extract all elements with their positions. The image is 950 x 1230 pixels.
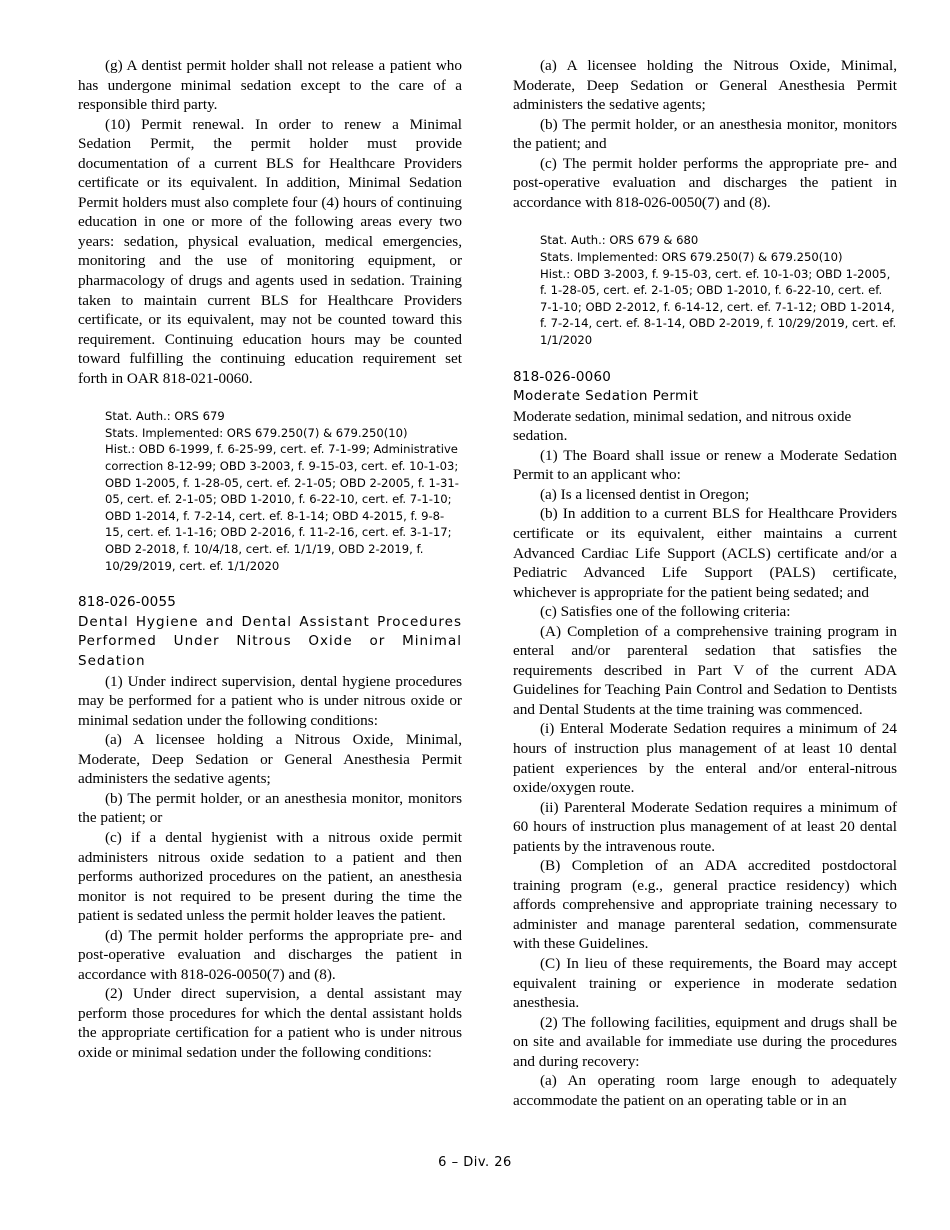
paragraph-b-monitor: (b) The permit holder, or an anesthesia monitor, monitors the patient; and: [513, 115, 897, 153]
stat-auth: Stat. Auth.: ORS 679 & 680: [540, 233, 699, 248]
right-column: [513, 56, 897, 1110]
paragraph-d-evaluation: (d) The permit holder performs the appropriate pre- and post-operative evaluation and discharges the patient in accordance with 818-026-0050(7) and (8).: [78, 926, 462, 983]
paragraph-c-hygienist: (c) if a dental hygienist with a nitrous oxide permit administers nitrous oxide sedation to a patient and then performs authorized procedures on the patient, an anesthesia monitor is not required to be present during the time the patient is sedated unless the permit holder leaves the patient.: [78, 828, 462, 925]
stats-implemented: Stats. Implemented: ORS 679.250(7) & 679.250(10): [540, 249, 843, 264]
history-text: Hist.: OBD 3-2003, f. 9-15-03, cert. ef. 10-1-03; OBD 1-2005, f. 1-28-05, cert. ef. 2-1-05; OBD 1-2010, f. 6-22-10, cert. ef. 7-1-10; OBD 2-2012, f. 6-14-12, cert. ef. 7-1-12; OBD 1-2014, f. 7-2-14, cert. ef. 8-1-14, OBD 2-2019, f. 10/29/2019, cert. ef. 1/1/2020: [540, 266, 897, 347]
paragraph-b-certificates: (b) In addition to a current BLS for Healthcare Providers certificate or its equivalent, either maintains a current Advanced Cardiac Life Support (ACLS) certificate and/or a Pediatric Advanced Life Support (PALS) certificate, whichever is appropriate for the patient being sedated; and: [513, 505, 897, 601]
paragraph-2-facilities: (2) The following facilities, equipment and drugs shall be on site and available for immediate use during the procedures and during recovery:: [513, 1013, 897, 1070]
rule-subtitle: Moderate sedation, minimal sedation, and nitrous oxide sedation.: [513, 407, 852, 445]
paragraph-a-licensee: (a) A licensee holding a Nitrous Oxide, Minimal, Moderate, Deep Sedation or General Anesthesia Permit administers the sedative agents;: [78, 731, 462, 788]
paragraph-b-monitor: (b) The permit holder, or an anesthesia monitor, monitors the patient; or: [78, 789, 462, 827]
rule-title: Dental Hygiene and Dental Assistant Procedures Performed Under Nitrous Oxide or Minimal Sedation: [78, 613, 462, 670]
paragraph-A-training-program: (A) Completion of a comprehensive training program in enteral and/or parenteral sedation that satisfies the requirements described in Part V of the current ADA Guidelines for Teaching Pain Control and Sedation to Dentists and Dental Students at the time training was commenced.: [513, 622, 897, 718]
page-footer: 6 – Div. 26: [438, 1155, 512, 1170]
paragraph-g-release: (g) A dentist permit holder shall not release a patient who has undergone minimal sedation except to the care of a responsible third party.: [78, 57, 462, 114]
paragraph-1-board-issue: (1) The Board shall issue or renew a Moderate Sedation Permit to an applicant who:: [513, 446, 897, 484]
paragraph-a-licensed: (a) Is a licensed dentist in Oregon;: [540, 485, 750, 503]
left-column: [78, 56, 462, 1063]
paragraph-1-indirect-supervision: (1) Under indirect supervision, dental hygiene procedures may be performed for a patient who is under nitrous oxide or minimal sedation under the following conditions:: [78, 672, 462, 729]
history-note: [513, 232, 897, 348]
rule-title: Moderate Sedation Permit: [513, 388, 699, 405]
stats-implemented: Stats. Implemented: ORS 679.250(7) & 679.250(10): [105, 425, 408, 440]
paragraph-B-ada-program: (B) Completion of an ADA accredited postdoctoral training program (e.g., general practice residency) which affords comprehensive and appropriate training necessary to administer and manage parenteral sedation, commensurate with these Guidelines.: [513, 857, 897, 953]
paragraph-c-criteria: (c) Satisfies one of the following criteria:: [540, 603, 791, 621]
paragraph-C-equivalent: (C) In lieu of these requirements, the Board may accept equivalent training or experience in moderate sedation anesthesia.: [513, 955, 897, 1012]
rule-number: 818-026-0055: [78, 594, 177, 611]
paragraph-a-licensee: (a) A licensee holding the Nitrous Oxide, Minimal, Moderate, Deep Sedation or General Anesthesia Permit administers the sedative agents;: [513, 57, 897, 114]
paragraph-a-operating-room: (a) An operating room large enough to adequately accommodate the patient on an operating table or in an: [513, 1072, 897, 1109]
history-note: [78, 408, 462, 574]
paragraph-10-permit-renewal: (10) Permit renewal. In order to renew a Minimal Sedation Permit, the permit holder must provide documentation of a current BLS for Healthcare Providers certificate or its equivalent. In addition, Minimal Sedation Permit holders must also complete four (4) hours of continuing education in one or more of the following areas every two years: sedation, physical evaluation, medical emergencies, monitoring and the use of monitoring equipment, or pharmacology of drugs and agents used in sedation. Training taken to maintain current BLS for Healthcare Providers certificate, or its equivalent, may not be counted toward this requirement. Continuing education hours may be counted toward fulfilling the continuing education requirement set forth in OAR 818-021-0060.: [78, 115, 462, 387]
paragraph-2-direct-supervision: (2) Under direct supervision, a dental assistant may perform those procedures for which the dental assistant holds the appropriate certification for a patient who is under nitrous oxide or minimal sedation under the following conditions:: [78, 985, 462, 1061]
history-text: Hist.: OBD 6-1999, f. 6-25-99, cert. ef. 7-1-99; Administrative correction 8-12-99; OBD 3-2003, f. 9-15-03, cert. ef. 10-1-03; OBD 1-2005, f. 1-28-05, cert. ef. 2-1-05; OBD 2-2005, f. 1-31-05, cert. ef. 2-1-05; OBD 1-2010, f. 6-22-10, cert. ef. 7-1-10; OBD 1-2014, f. 7-2-14, cert. ef. 8-1-14; OBD 4-2015, f. 9-8-15, cert. ef. 1-1-16; OBD 2-2016, f. 11-2-16, cert. ef. 3-1-17; OBD 2-2018, f. 10/4/18, cert. ef. 1/1/19, OBD 2-2019, f. 10/29/2019, cert. ef. 1/1/2020: [105, 442, 459, 573]
rule-number: 818-026-0060: [513, 368, 612, 385]
paragraph-i-enteral: (i) Enteral Moderate Sedation requires a minimum of 24 hours of instruction plus management of at least 10 dental patient experiences by the enteral and/or enteral-nitrous oxide/oxygen route.: [513, 720, 897, 797]
stat-auth: Stat. Auth.: ORS 679: [105, 409, 225, 424]
paragraph-c-evaluation: (c) The permit holder performs the appropriate pre- and post-operative evaluation and discharges the patient in accordance with 818-026-0050(7) and (8).: [513, 154, 897, 211]
paragraph-ii-parenteral: (ii) Parenteral Moderate Sedation requires a minimum of 60 hours of instruction plus management of at least 20 dental patients by the intravenous route.: [513, 798, 897, 855]
